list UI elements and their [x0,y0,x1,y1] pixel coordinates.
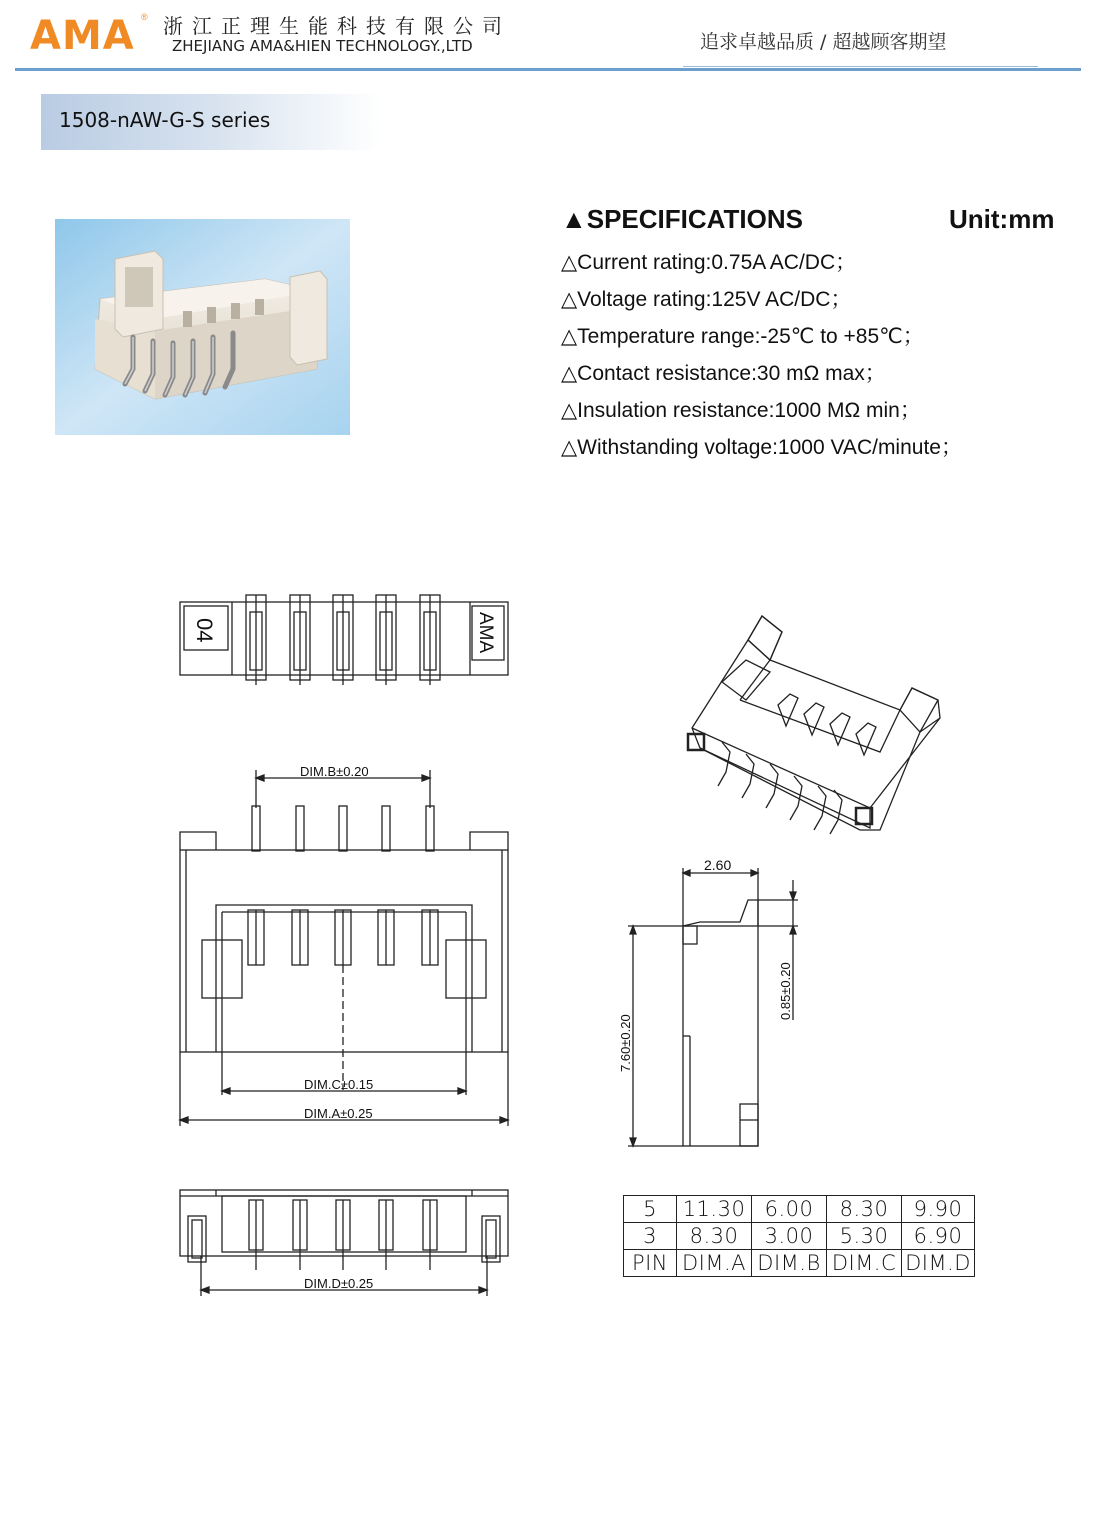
table-cell: 8.30 [677,1223,752,1250]
dim-c-label: DIM.C±0.15 [304,1077,374,1092]
dim-d-label: DIM.D±0.25 [304,1276,374,1291]
table-header-cell: DIM.B [752,1250,827,1277]
table-cell: 5 [624,1196,677,1223]
specifications-unit: Unit:mm [949,204,1055,234]
company-slogan: 追求卓越品质 / 超越顾客期望 [700,31,947,53]
table-cell: 11.30 [677,1196,752,1223]
dim-b-label: DIM.B±0.20 [300,764,369,779]
front-view-drawing [180,770,508,1126]
spec-withstanding-voltage: △Withstanding voltage:1000 VAC/minute； [561,436,962,459]
table-row [624,1196,975,1223]
table-cell: 9.90 [902,1196,975,1223]
table-header-cell: PIN [624,1250,677,1277]
side-view-drawing [628,868,798,1146]
table-cell: 5.30 [827,1223,902,1250]
table-row [624,1223,975,1250]
table-cell: 6.00 [752,1196,827,1223]
side-width-label: 2.60 [704,857,732,873]
company-logo: AMA [30,13,135,59]
company-name-english: ZHEJIANG AMA&HIEN TECHNOLOGY.,LTD [172,37,473,55]
top-view-drawing [180,595,508,685]
spec-current-rating: △Current rating:0.75A AC/DC； [561,251,857,274]
top-marking-left: 04 [192,618,217,643]
registered-mark: ® [141,12,148,22]
side-height-label: 7.60±0.20 [618,1014,633,1072]
table-cell: 3 [624,1223,677,1250]
spec-voltage-rating: △Voltage rating:125V AC/DC； [561,288,852,311]
table-header-cell: DIM.C [827,1250,902,1277]
table-header-cell: DIM.A [677,1250,752,1277]
dim-a-label: DIM.A±0.25 [304,1106,373,1121]
table-header-cell: DIM.D [902,1250,975,1277]
spec-insulation-resistance: △Insulation resistance:1000 MΩ min； [561,399,921,422]
table-cell: 6.90 [902,1223,975,1250]
spec-contact-resistance: △Contact resistance:30 mΩ max； [561,362,886,385]
specifications-heading: ▲SPECIFICATIONS [561,204,803,234]
dimension-table [623,1195,975,1277]
spec-temperature-range: △Temperature range:-25℃ to +85℃； [561,325,924,348]
side-offset-label: 0.85±0.20 [778,962,793,1020]
company-name-chinese: 浙江正理生能科技有限公司 [163,14,511,38]
series-title: 1508-nAW-G-S series [59,108,271,132]
table-cell: 3.00 [752,1223,827,1250]
table-header-row [624,1250,975,1277]
table-cell: 8.30 [827,1196,902,1223]
top-marking-right: AMA [475,612,496,654]
isometric-view-drawing [688,616,940,834]
